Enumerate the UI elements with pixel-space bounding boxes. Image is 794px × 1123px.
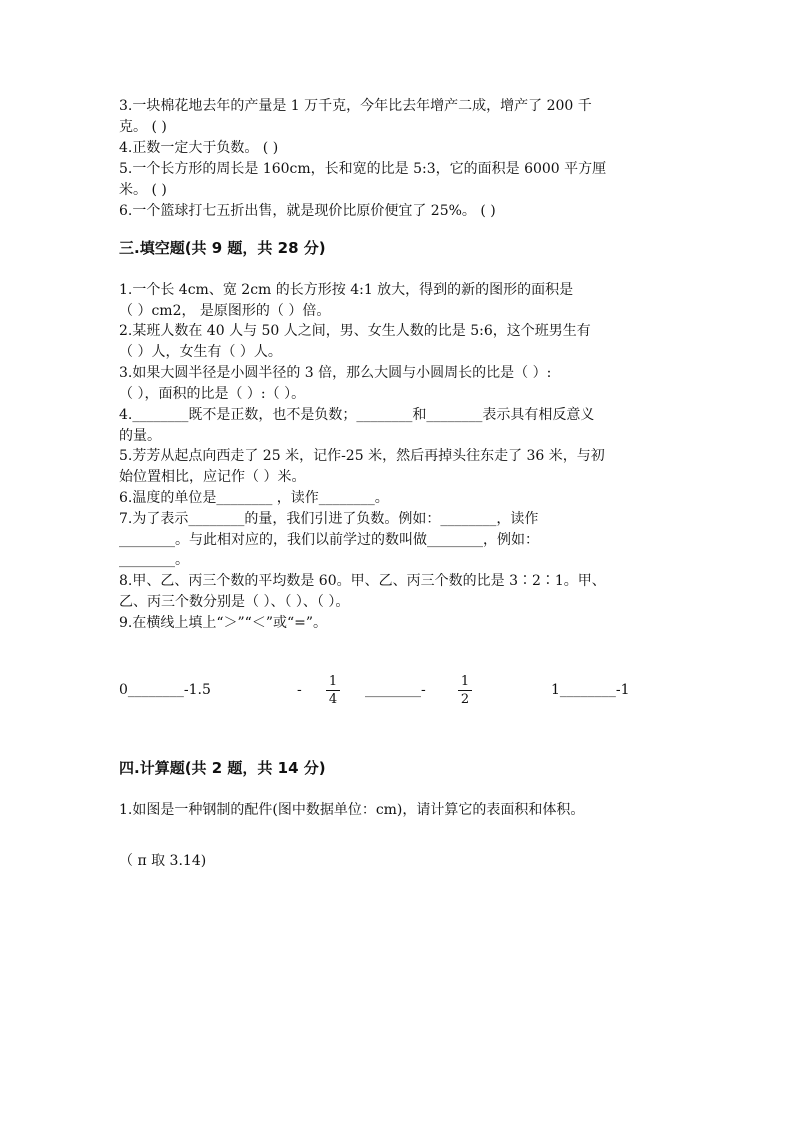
fill-q3-line2: （ ），面积的比是（ ）:（ ）。 <box>119 386 306 402</box>
judgement-q4: 4.正数一定大于负数。 ( ) <box>119 140 279 156</box>
fill-q7-line1: 7.为了表示________的量，我们引进了负数。例如：________，读作 <box>119 511 539 527</box>
fraction-denominator: 2 <box>460 692 470 707</box>
compare-item-2-minus: - <box>297 682 302 698</box>
compare-item-3: 1________-1 <box>551 682 630 698</box>
compare-item-2-blank: ________- <box>365 682 426 698</box>
fraction-denominator: 4 <box>328 692 338 707</box>
fill-q5-line2: 始位置相比，应记作（ ）米。 <box>119 469 306 485</box>
fill-q2-line2: （ ）人，女生有（ ）人。 <box>119 344 282 360</box>
fill-q1-line1: 1.一个长 4cm、宽 2cm 的长方形按 4:1 放大，得到的新的图形的面积是 <box>119 282 574 298</box>
fill-q4-line1: 4.________既不是正数，也不是负数；________和________表示具有相反意义 <box>119 407 595 423</box>
fill-q5-line1: 5.芳芳从起点向西走了 25 米，记作-25 米，然后再掉头往东走了 36 米，与初 <box>119 448 605 464</box>
fill-q1-line2: （ ）cm2， 是原图形的（ ）倍。 <box>119 303 331 319</box>
judgement-q6: 6.一个篮球打七五折出售，就是现价比原价便宜了 25%。 ( ) <box>119 203 496 219</box>
judgement-q5-line2: 米。 ( ) <box>119 182 167 198</box>
fraction-numerator: 1 <box>460 674 470 689</box>
calc-q1: 1.如图是一种钢制的配件(图中数据单位：cm)，请计算它的表面积和体积。 <box>119 802 585 818</box>
fill-q2-line1: 2.某班人数在 40 人与 50 人之间，男、女生人数的比是 5:6，这个班男生有 <box>119 323 591 339</box>
fraction-bar <box>326 690 340 691</box>
fraction-bar <box>458 690 472 691</box>
fill-q6: 6.温度的单位是________ ，读作________。 <box>119 490 389 506</box>
fill-q7-line3: ________。 <box>119 552 189 568</box>
judgement-q3-line1: 3.一块棉花地去年的产量是 1 万千克，今年比去年增产二成，增产了 200 千 <box>119 98 592 114</box>
section3-title: 三.填空题(共 9 题，共 28 分) <box>119 239 326 257</box>
fill-q3-line1: 3.如果大圆半径是小圆半径的 3 倍，那么大圆与小圆周长的比是（ ）: <box>119 365 552 381</box>
fill-q9: 9.在横线上填上“＞”“＜”或“=”。 <box>119 615 328 631</box>
compare-item-1: 0________-1.5 <box>119 682 211 698</box>
fill-q7-line2: ________。与此相对应的，我们以前学过的数叫做________，例如： <box>119 532 539 548</box>
judgement-q3-line2: 克。 ( ) <box>119 119 167 135</box>
calc-pi-note: （ π 取 3.14) <box>119 853 207 869</box>
fraction-one-quarter <box>326 674 340 708</box>
judgement-q5-line1: 5.一个长方形的周长是 160cm，长和宽的比是 5:3，它的面积是 6000 平方厘 <box>119 161 607 177</box>
fill-q8-line2: 乙、丙三个数分别是（ ）、（ ）、（ ）。 <box>119 594 350 610</box>
section4-title: 四.计算题(共 2 题，共 14 分) <box>119 759 326 777</box>
fraction-one-half <box>458 674 472 708</box>
fill-q8-line1: 8.甲、乙、丙三个数的平均数是 60。甲、乙、丙三个数的比是 3∶2∶1。甲、 <box>119 573 606 589</box>
fraction-numerator: 1 <box>328 674 338 689</box>
fill-q4-line2: 的量。 <box>119 428 161 444</box>
